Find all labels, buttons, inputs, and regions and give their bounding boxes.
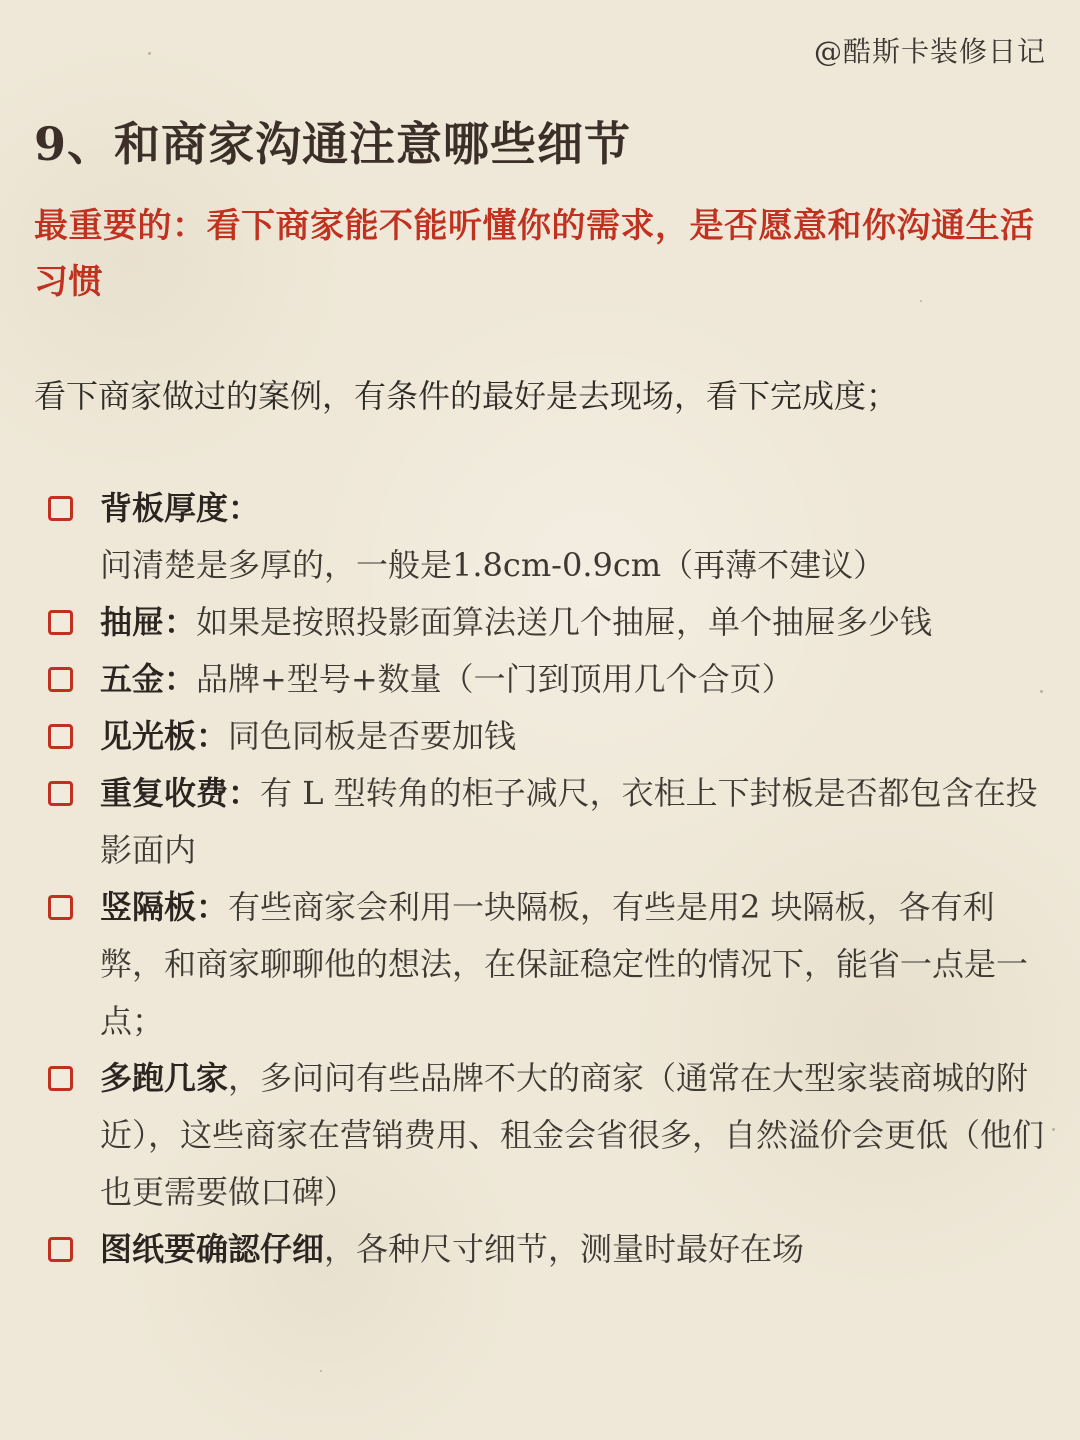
item-text: ，多问问有些品牌不大的商家（通常在大型家装商城的附近），这些商家在营销费用、租金会省很多，自然溢价会更低（他们也更需要做口碑） [100, 1059, 1045, 1211]
paper-speck [320, 1370, 322, 1372]
checkbox-icon [48, 1237, 73, 1262]
page-title: 9、和商家沟通注意哪些细节 [34, 117, 632, 171]
item-text: ，各种尺寸细节，测量时最好在场 [324, 1230, 805, 1268]
paper-speck [1052, 1128, 1055, 1131]
checkbox-icon [48, 1066, 73, 1091]
item-text: 有 L 型转角的柜子减尺，衣柜上下封板是否都包含在投影面内 [100, 774, 1038, 869]
checkbox-icon [48, 895, 73, 920]
item-text: 如果是按照投影面算法送几个抽屉，单个抽屉多少钱 [196, 603, 933, 641]
checkbox-icon [48, 496, 73, 521]
item-text: 品牌+型号+数量（一门到顶用几个合页） [196, 660, 794, 698]
checklist-item-visit-more-shops [44, 1050, 1044, 1221]
checklist-item-confirm-drawings [44, 1221, 1044, 1278]
item-text: 同色同板是否要加钱 [228, 717, 517, 755]
item-label: 五金： [100, 660, 197, 698]
checkbox-icon [48, 724, 73, 749]
item-label: 重复收费： [100, 774, 261, 812]
item-label: 图纸要确認仔细 [100, 1230, 325, 1268]
item-text: 有些商家会利用一块隔板，有些是用2 块隔板，各有利弊，和商家聊聊他的想法，在保証稳定性的情况下，能省一点是一点； [100, 888, 1029, 1040]
item-label: 见光板： [100, 717, 229, 755]
checklist-item-vertical-divider [44, 879, 1044, 1050]
checklist-item-hardware [44, 651, 1044, 708]
checklist-item-visible-panel [44, 708, 1044, 765]
item-label: 背板厚度： [100, 489, 261, 527]
checkbox-icon [48, 610, 73, 635]
key-point-highlight: 最重要的：看下商家能不能听懂你的需求，是否愿意和你沟通生活习惯 [34, 206, 1035, 302]
intro-paragraph: 看下商家做过的案例，有条件的最好是去现场，看下完成度； [34, 377, 899, 415]
checkbox-icon [48, 781, 73, 806]
item-label: 多跑几家 [100, 1059, 229, 1097]
author-watermark: @酷斯卡装修日记 [813, 35, 1046, 68]
checklist-item-duplicate-charges [44, 765, 1044, 879]
checklist [44, 480, 1044, 1278]
item-text: 问清楚是多厚的，一般是1.8cm-0.9cm（再薄不建议） [100, 546, 886, 584]
checklist-item-drawer [44, 594, 1044, 651]
checkbox-icon [48, 667, 73, 692]
checklist-item-backboard [44, 480, 1044, 594]
paper-speck [148, 52, 151, 55]
item-label: 抽屉： [100, 603, 197, 641]
item-label: 竖隔板： [100, 888, 229, 926]
